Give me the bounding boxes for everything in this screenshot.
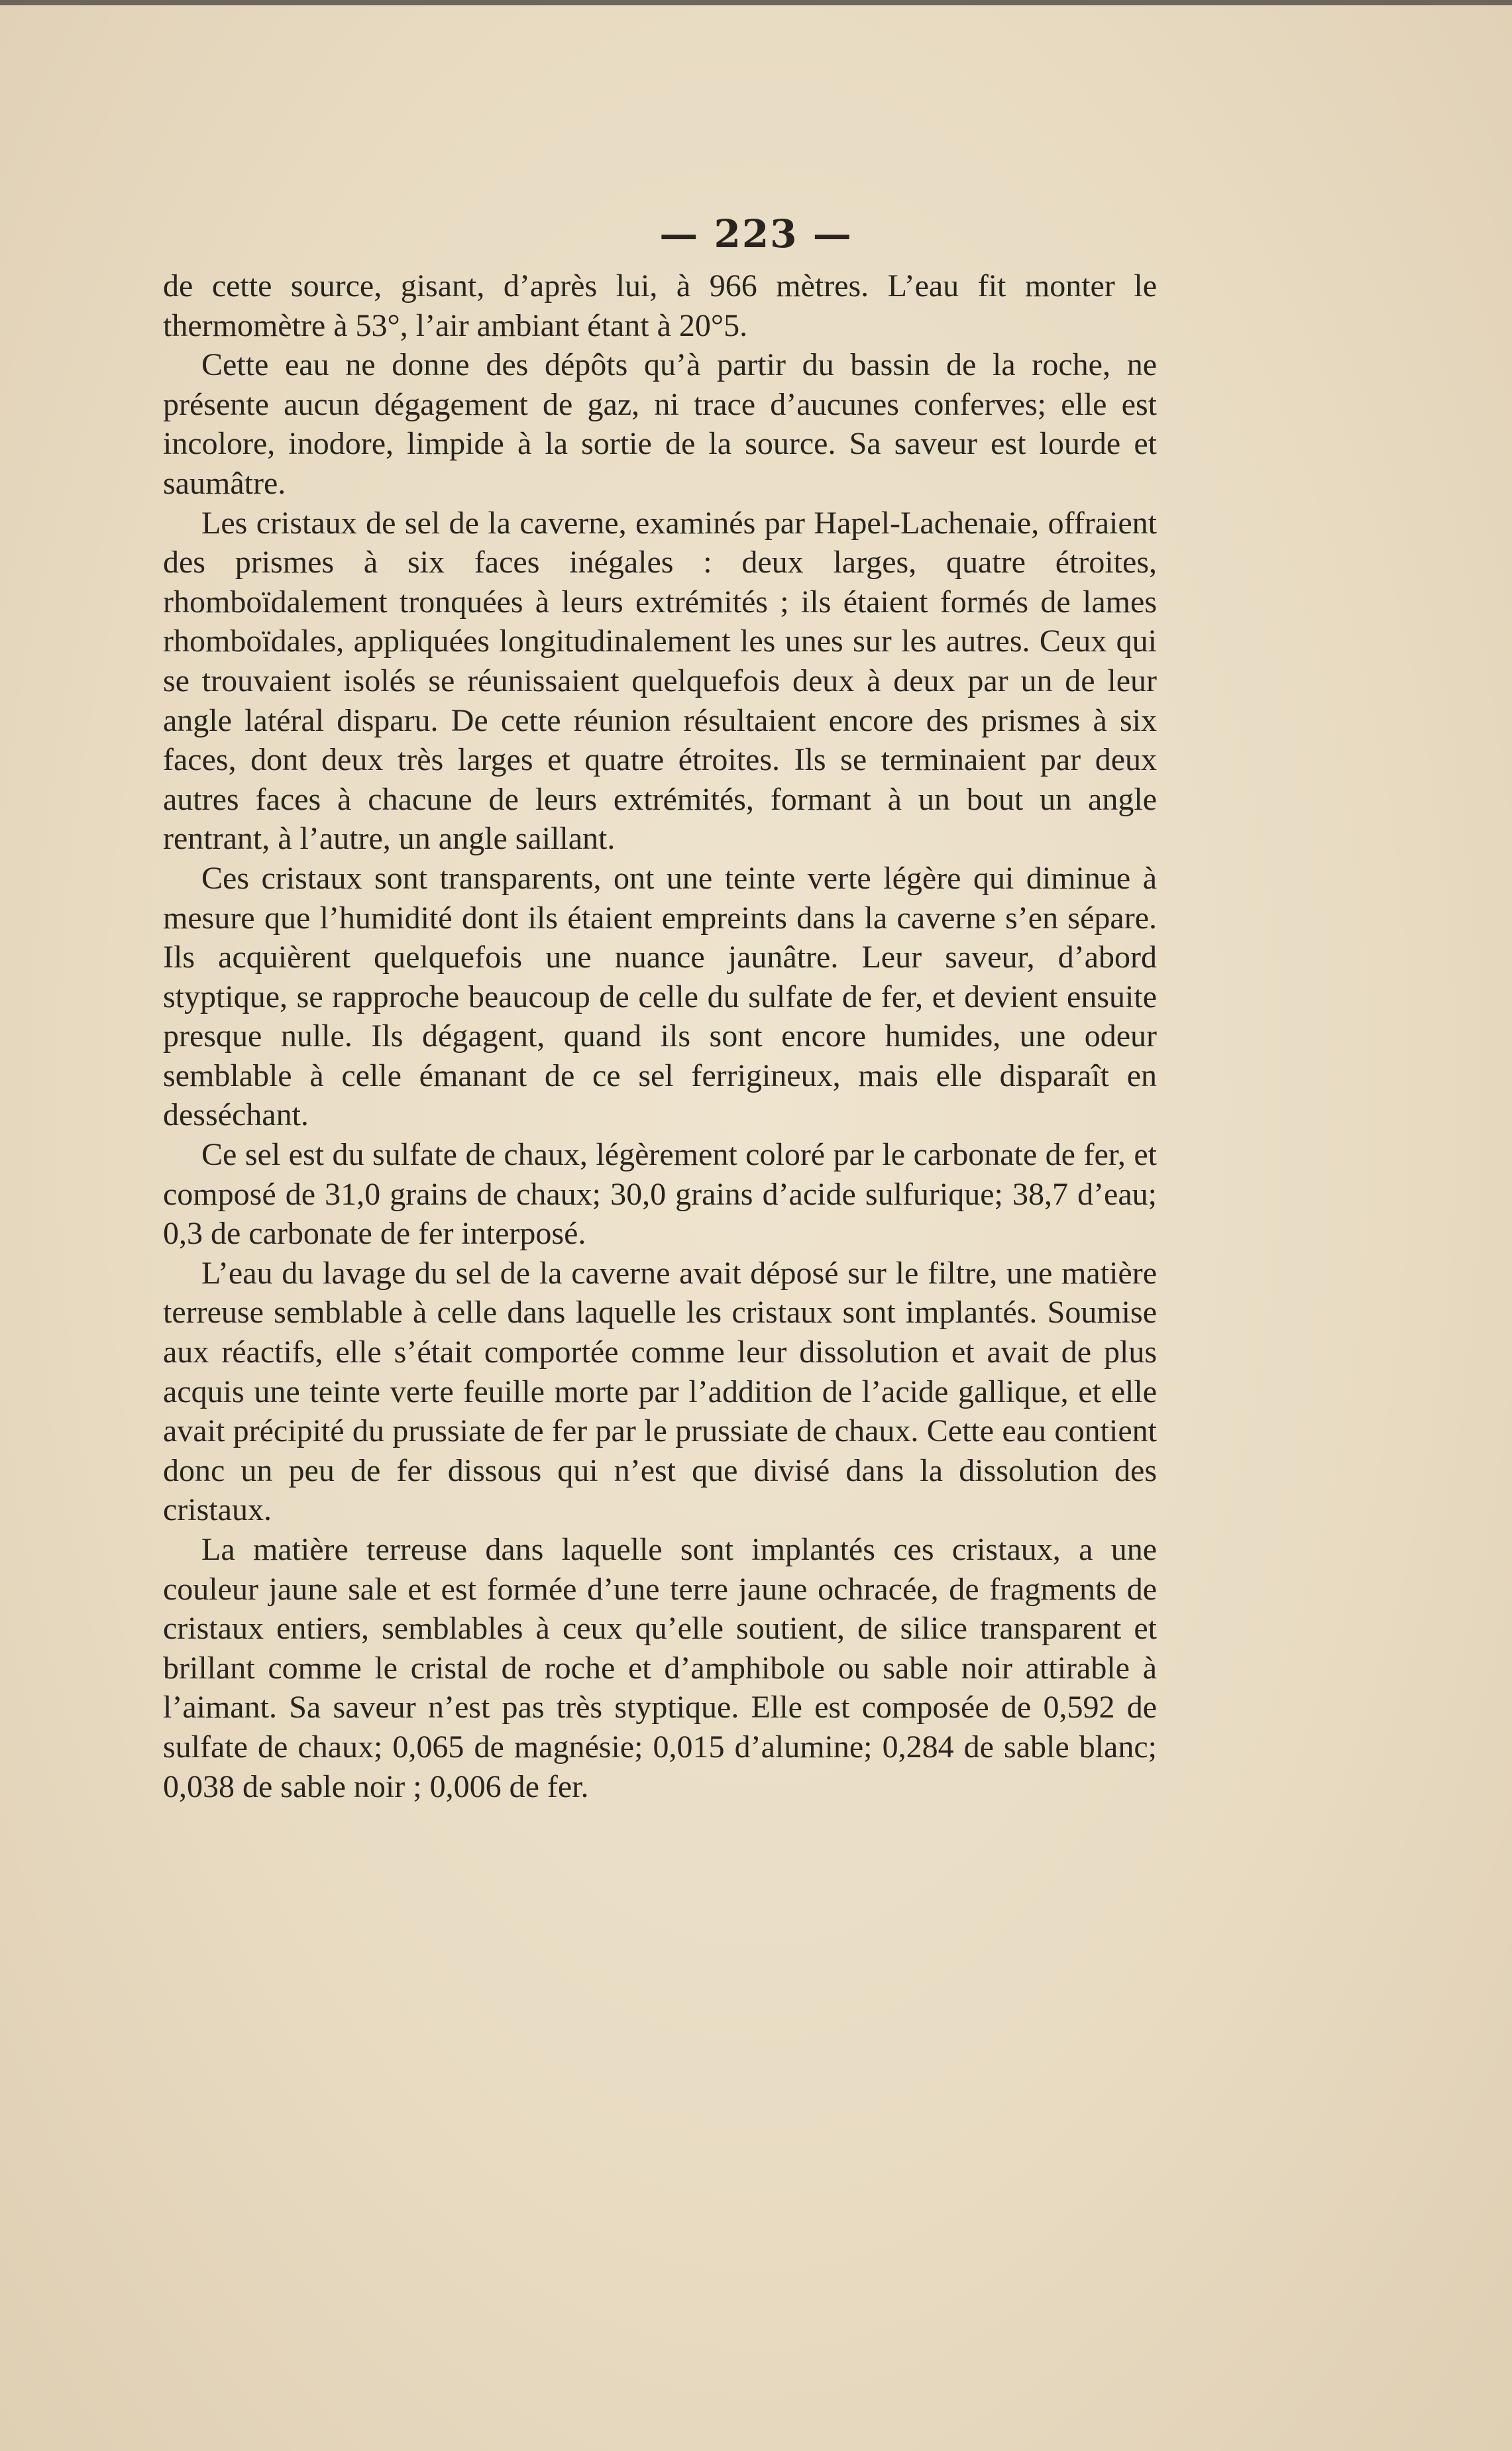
paragraph-3: Les cristaux de sel de la caverne, examinés par Hapel-Lachenaie, offraient des prismes à six faces inégales : deux larges, quatre étroites, rhomboïdalement tronquées à leurs extrémités ; ils étaient formés de lames rhomboïdales, appliquées longitudinalement les unes sur les autres. Ceux qui se trouvaient isolés se réunissaient quelquefois deux à deux par un de leur angle latéral disparu. De cette réunion résultaient encore des prismes à six faces, dont deux très larges et quatre étroites. Ils se terminaient par deux autres faces à chacune de leurs extrémités, formant à un bout un angle rentrant, à l’autre, un angle saillant. xyxy=(163,505,1157,857)
paragraph-7: La matière terreuse dans laquelle sont implantés ces cristaux, a une couleur jaune sale et est formée d’une terre jaune ochracée, de fragments de cristaux entiers, semblables à ceux qu’elle soutient, de silice transparent et brillant comme le cristal de roche et d’amphibole ou sable noir attirable à l’aimant. Sa saveur n’est pas très styptique. Elle est composée de 0,592 de sulfate de chaux; 0,065 de magnésie; 0,015 d’alumine; 0,284 de sable blanc; 0,038 de sable noir ; 0,006 de fer. xyxy=(163,1532,1157,1804)
paragraph-2: Cette eau ne donne des dépôts qu’à partir du bassin de la roche, ne présente aucun dégagement de gaz, ni trace d’aucunes conferves; elle est incolore, inodore, limpide à la sortie de la source. Sa saveur est lourde et saumâtre. xyxy=(163,347,1157,501)
body-text xyxy=(163,266,1157,1806)
paragraph-5: Ce sel est du sulfate de chaux, légèrement coloré par le carbonate de fer, et composé de 31,0 grains de chaux; 30,0 grains d’acide sulfurique; 38,7 d’eau; 0,3 de carbonate de fer interposé. xyxy=(163,1137,1157,1252)
paragraph-1: de cette source, gisant, d’après lui, à 966 mètres. L’eau fit monter le thermomètre à 53°, l’air ambiant étant à 20°5. xyxy=(163,268,1157,343)
page-number: — 223 — xyxy=(659,211,853,256)
top-rule xyxy=(0,0,1512,5)
paragraph-4: Ces cristaux sont transparents, ont une teinte verte légère qui diminue à mesure que l’humidité dont ils étaient empreints dans la caverne s’en sépare. Ils acquièrent quelquefois une nuance jaunâtre. Leur saveur, d’abord styptique, se rapproche beaucoup de celle du sulfate de fer, et devient ensuite presque nulle. Ils dégagent, quand ils sont encore humides, une odeur semblable à celle émanant de ce sel ferrigineux, mais elle disparaît en desséchant. xyxy=(163,860,1157,1133)
paragraph-6: L’eau du lavage du sel de la caverne avait déposé sur le filtre, une matière terreuse semblable à celle dans laquelle les cristaux sont implantés. Soumise aux réactifs, elle s’était comportée comme leur dissolution et avait de plus acquis une teinte verte feuille morte par l’addition de l’acide gallique, et elle avait précipité du prussiate de fer par le prussiate de chaux. Cette eau contient donc un peu de fer dissous qui n’est que divisé dans la dissolution des cristaux. xyxy=(163,1255,1157,1528)
